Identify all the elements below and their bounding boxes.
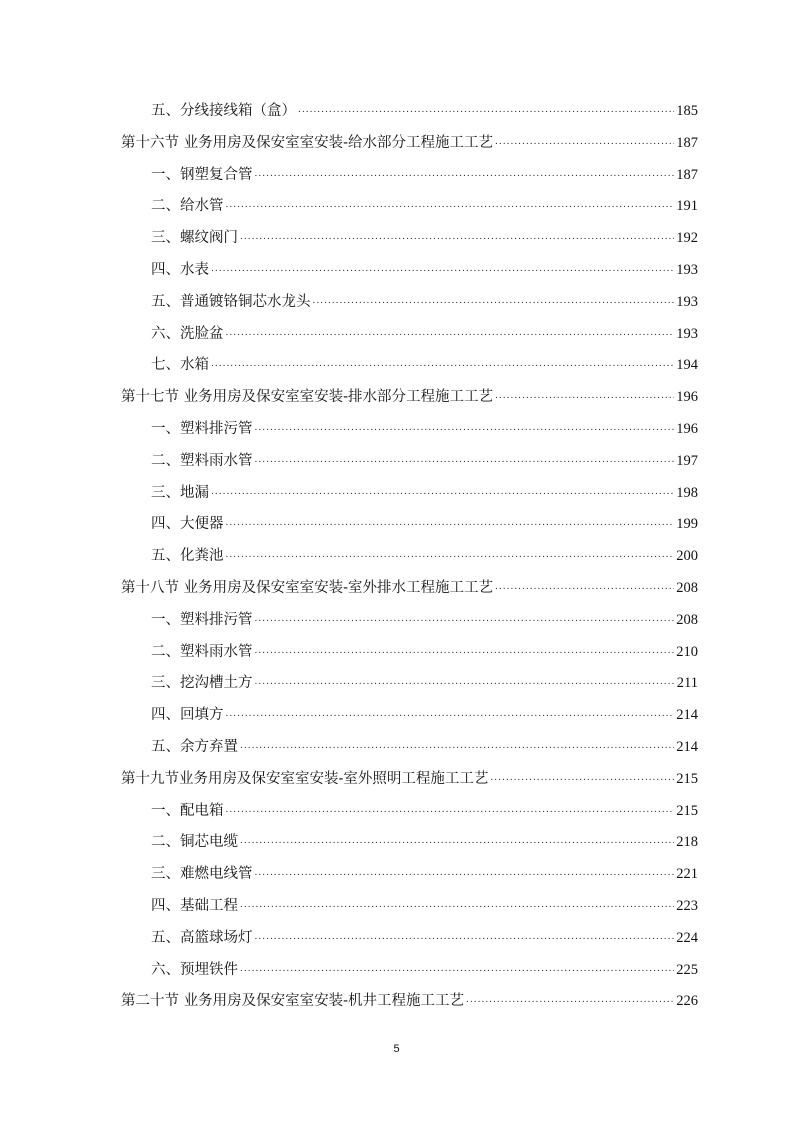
toc-entry-title: 三、难燃电线管	[151, 866, 253, 883]
toc-subsection-entry[interactable]	[121, 732, 698, 764]
toc-dot-leader	[226, 697, 675, 731]
toc-entry-page: 187	[676, 166, 698, 183]
toc-subsection-entry[interactable]	[121, 319, 698, 351]
toc-subsection-entry[interactable]	[121, 446, 698, 478]
toc-entry-title: 三、地漏	[151, 484, 209, 501]
toc-section-entry[interactable]	[121, 382, 698, 414]
toc-dot-leader	[211, 252, 674, 286]
toc-entry-page: 194	[676, 357, 698, 374]
toc-subsection-entry[interactable]	[121, 287, 698, 319]
toc-dot-leader	[226, 793, 675, 827]
toc-entry-title: 第二十节 业务用房及保安室室安装-机井工程施工工艺	[121, 993, 465, 1010]
toc-entry-title: 二、铜芯电缆	[151, 834, 238, 851]
toc-subsection-entry[interactable]	[121, 541, 698, 573]
toc-dot-leader	[226, 538, 675, 572]
toc-subsection-entry[interactable]	[121, 191, 698, 223]
page-number: 5	[393, 1043, 400, 1055]
toc-subsection-entry[interactable]	[121, 160, 698, 192]
toc-dot-leader	[226, 188, 675, 222]
toc-dot-leader	[490, 761, 674, 795]
toc-subsection-entry[interactable]	[121, 700, 698, 732]
toc-entry-page: 225	[676, 961, 698, 978]
toc-entry-title: 四、大便器	[151, 516, 224, 533]
toc-dot-leader	[255, 634, 675, 668]
toc-entry-title: 一、塑料排污管	[151, 420, 253, 437]
toc-dot-leader	[495, 125, 674, 159]
toc-subsection-entry[interactable]	[121, 955, 698, 987]
toc-entry-page: 193	[676, 325, 698, 342]
toc-entry-page: 200	[676, 548, 698, 565]
toc-entry-title: 四、回填方	[151, 707, 224, 724]
toc-subsection-entry[interactable]	[121, 414, 698, 446]
toc-dot-leader	[240, 824, 674, 858]
toc-entry-title: 第十七节 业务用房及保安室室安装-排水部分工程施工工艺	[121, 389, 494, 406]
toc-entry-title: 三、挖沟槽土方	[151, 675, 253, 692]
toc-subsection-entry[interactable]	[121, 478, 698, 510]
toc-entry-page: 224	[676, 929, 698, 946]
toc-entry-title: 五、普通镀铬铜芯水龙头	[151, 293, 311, 310]
toc-entry-title: 五、余方弃置	[151, 738, 238, 755]
toc-subsection-entry[interactable]	[121, 796, 698, 828]
toc-subsection-entry[interactable]	[121, 223, 698, 255]
toc-entry-title: 一、配电箱	[151, 802, 224, 819]
toc-entry-page: 218	[676, 834, 698, 851]
toc-entry-title: 一、塑料排污管	[151, 611, 253, 628]
toc-dot-leader	[211, 475, 674, 509]
toc-dot-leader	[298, 93, 674, 127]
toc-dot-leader	[240, 888, 674, 922]
toc-dot-leader	[255, 411, 675, 445]
toc-subsection-entry[interactable]	[121, 96, 698, 128]
toc-dot-leader	[255, 443, 675, 477]
toc-dot-leader	[466, 983, 674, 1017]
toc-entry-page: 192	[676, 230, 698, 247]
toc-entry-title: 第十八节 业务用房及保安室室安装-室外排水工程施工工艺	[121, 579, 494, 596]
toc-entry-title: 三、螺纹阀门	[151, 230, 238, 247]
toc-entry-page: 193	[676, 293, 698, 310]
toc-entry-page: 197	[676, 452, 698, 469]
toc-section-entry[interactable]	[121, 573, 698, 605]
toc-subsection-entry[interactable]	[121, 509, 698, 541]
toc-entry-page: 226	[676, 993, 698, 1010]
toc-entry-title: 五、分线接线箱（盒）	[151, 103, 296, 119]
toc-entry-page: 208	[676, 611, 698, 628]
toc-dot-leader	[255, 665, 675, 699]
toc-subsection-entry[interactable]	[121, 923, 698, 955]
toc-entry-page: 199	[676, 516, 698, 533]
toc-subsection-entry[interactable]	[121, 668, 698, 700]
toc-entry-page: 208	[676, 579, 698, 596]
toc-subsection-entry[interactable]	[121, 891, 698, 923]
toc-dot-leader	[255, 157, 675, 191]
toc-dot-leader	[255, 602, 675, 636]
toc-subsection-entry[interactable]	[121, 637, 698, 669]
toc-subsection-entry[interactable]	[121, 605, 698, 637]
toc-entry-page: 198	[676, 484, 698, 501]
toc-dot-leader	[495, 570, 674, 604]
toc-entry-page: 215	[676, 802, 698, 819]
toc-entry-page: 185	[676, 103, 698, 119]
toc-entry-title: 六、预埋铁件	[151, 961, 238, 978]
toc-entry-title: 四、基础工程	[151, 897, 238, 914]
toc-entry-title: 五、高篮球场灯	[151, 929, 253, 946]
toc-entry-title: 二、给水管	[151, 198, 224, 215]
toc-entry-title: 二、塑料雨水管	[151, 452, 253, 469]
toc-entry-page: 196	[676, 420, 698, 437]
toc-section-entry[interactable]	[121, 986, 698, 1018]
toc-section-entry[interactable]	[121, 764, 698, 796]
toc-entry-page: 193	[676, 261, 698, 278]
toc-subsection-entry[interactable]	[121, 859, 698, 891]
toc-entry-page: 187	[676, 134, 698, 151]
toc-dot-leader	[211, 347, 674, 381]
toc-dot-leader	[240, 220, 674, 254]
toc-dot-leader	[255, 856, 675, 890]
toc-dot-leader	[255, 920, 675, 954]
toc-entry-page: 215	[676, 770, 698, 787]
toc-entry-title: 第十九节业务用房及保安室室安装-室外照明工程施工工艺	[121, 770, 489, 787]
toc-dot-leader	[313, 284, 675, 318]
toc-entry-page: 223	[676, 897, 698, 914]
toc-subsection-entry[interactable]	[121, 350, 698, 382]
toc-entry-page: 214	[676, 707, 698, 724]
toc-entry-page: 191	[676, 198, 698, 215]
toc-entry-title: 四、水表	[151, 261, 209, 278]
table-of-contents	[121, 96, 698, 1018]
toc-entry-page: 211	[676, 675, 698, 692]
toc-entry-page: 214	[676, 738, 698, 755]
toc-entry-page: 221	[676, 866, 698, 883]
toc-entry-title: 五、化粪池	[151, 548, 224, 565]
toc-entry-title: 一、钢塑复合管	[151, 166, 253, 183]
toc-subsection-entry[interactable]	[121, 827, 698, 859]
toc-entry-title: 六、洗脸盆	[151, 325, 224, 342]
toc-entry-title: 第十六节 业务用房及保安室室安装-给水部分工程施工工艺	[121, 134, 494, 151]
toc-subsection-entry[interactable]	[121, 255, 698, 287]
toc-dot-leader	[226, 316, 675, 350]
toc-dot-leader	[240, 952, 674, 986]
toc-dot-leader	[226, 506, 675, 540]
toc-section-entry[interactable]	[121, 128, 698, 160]
toc-dot-leader	[495, 379, 674, 413]
toc-dot-leader	[240, 729, 674, 763]
toc-entry-page: 196	[676, 389, 698, 406]
toc-entry-title: 二、塑料雨水管	[151, 643, 253, 660]
toc-entry-title: 七、水箱	[151, 357, 209, 374]
toc-entry-page: 210	[676, 643, 698, 660]
